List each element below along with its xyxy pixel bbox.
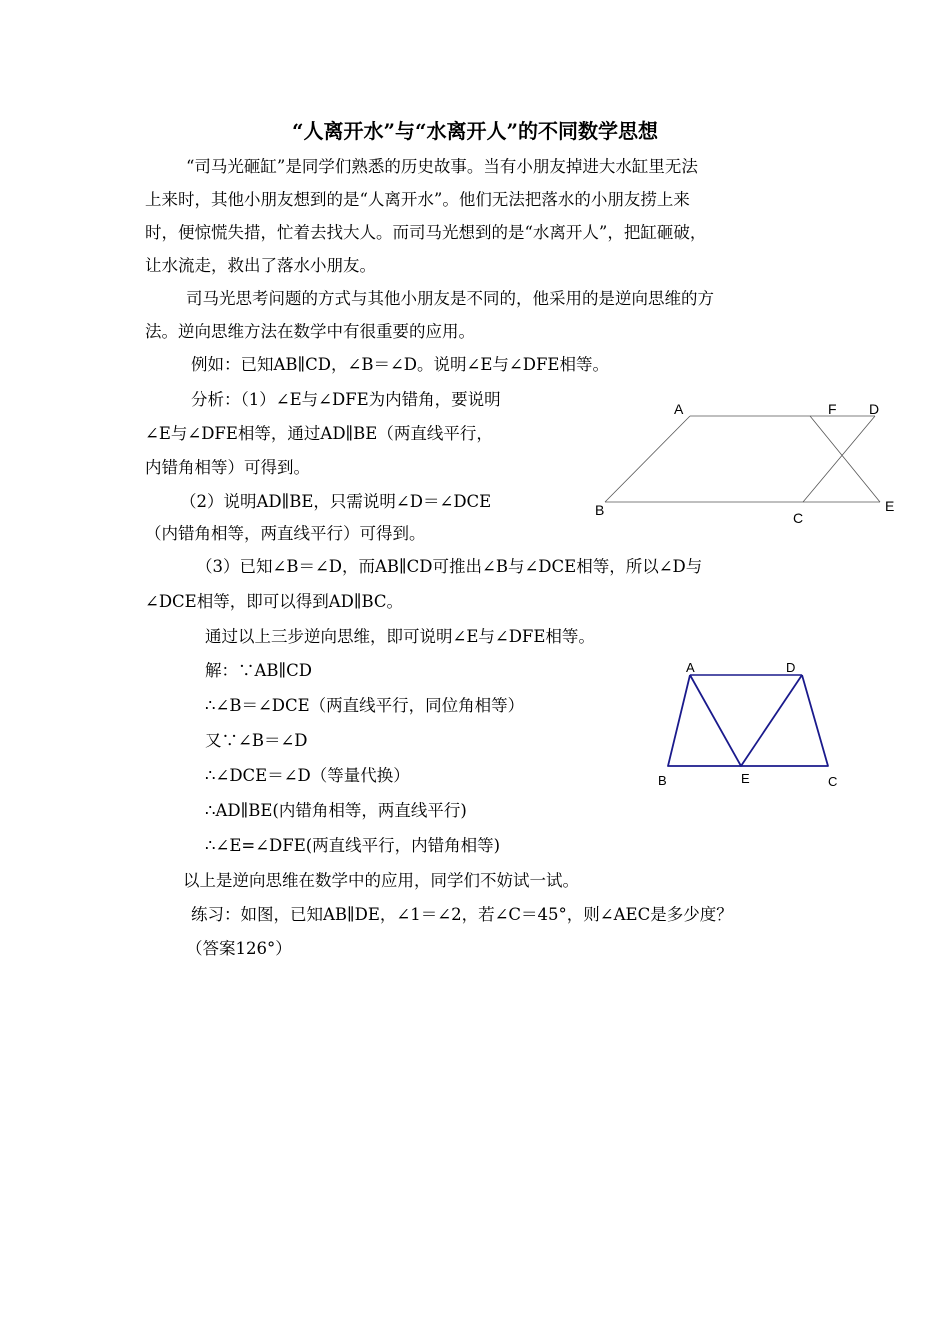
solution-step-6: ∴∠E=∠DFE(两直线平行，内错角相等) [205, 836, 501, 855]
figure-1-line-ab [605, 416, 690, 502]
analysis-1-line-2: ∠E与∠DFE相等，通过AD∥BE（两直线平行， [145, 424, 493, 443]
figure-2-label-b: B [658, 773, 667, 788]
analysis-2-line-2: （内错角相等，两直线平行）可得到。 [145, 524, 426, 543]
paragraph-2-line-1: 司马光思考问题的方式与其他小朋友是不同的，他采用的是逆向思维的方 [186, 289, 714, 308]
exercise-statement: 练习：如图，已知AB∥DE，∠1＝∠2，若∠C＝45°，则∠AEC是多少度？ [191, 905, 733, 924]
figure-1-label-a: A [674, 401, 684, 417]
figure-1-label-c: C [793, 510, 804, 526]
paragraph-1-line-2: 上来时，其他小朋友想到的是“人离开水”。他们无法把落水的小朋友捞上来 [145, 190, 690, 209]
figure-2-label-a: A [686, 660, 695, 675]
figure-1-diagram [590, 398, 910, 528]
figure-1-label-b: B [595, 502, 605, 518]
example-statement: 例如：已知AB∥CD，∠B＝∠D。说明∠E与∠DFE相等。 [191, 355, 609, 374]
exercise-answer: （答案126°） [186, 939, 292, 958]
paragraph-2-line-2: 法。逆向思维方法在数学中有很重要的应用。 [145, 322, 475, 341]
solution-step-2: ∴∠B＝∠DCE（两直线平行，同位角相等） [205, 696, 525, 715]
figure-1-label-f: F [828, 401, 837, 417]
conclusion-statement: 以上是逆向思维在数学中的应用，同学们不妨试一试。 [183, 871, 579, 890]
analysis-1-line-1: 分析：（1）∠E与∠DFE为内错角，要说明 [191, 390, 501, 409]
paragraph-1-line-3: 时，便惊慌失措，忙着去找大人。而司马光想到的是“水离开人”，把缸砸破， [145, 223, 707, 242]
page-title: “人离开水”与“水离开人”的不同数学思想 [291, 119, 658, 143]
solution-step-4: ∴∠DCE＝∠D（等量代换） [205, 766, 410, 785]
solution-step-1: 解：∵AB∥CD [205, 661, 313, 680]
analysis-3-line-1: （3）已知∠B＝∠D，而AB∥CD可推出∠B与∠DCE相等，所以∠D与 [196, 557, 703, 576]
paragraph-1-line-1: “司马光砸缸”是同学们熟悉的历史故事。当有小朋友掉进大水缸里无法 [186, 157, 698, 176]
figure-1-line-dc [803, 416, 875, 502]
figure-2-label-e: E [741, 771, 750, 786]
figure-2-label-d: D [786, 660, 796, 675]
summary-statement: 通过以上三步逆向思维，即可说明∠E与∠DFE相等。 [205, 627, 595, 646]
analysis-1-line-3: 内错角相等）可得到。 [145, 458, 310, 477]
solution-step-5: ∴AD∥BE(内错角相等，两直线平行) [205, 801, 467, 820]
figure-2-diagram [650, 655, 850, 795]
analysis-2-line-1: （2）说明AD∥BE，只需说明∠D＝∠DCE [180, 492, 492, 511]
analysis-3-line-2: ∠DCE相等，即可以得到AD∥BC。 [145, 592, 404, 611]
figure-2-label-c: C [828, 774, 838, 789]
paragraph-1-line-4: 让水流走，救出了落水小朋友。 [145, 256, 376, 275]
figure-2-line-aed [690, 675, 802, 766]
solution-step-3: 又∵∠B＝∠D [205, 731, 308, 750]
figure-2-trapezoid [668, 675, 828, 766]
figure-1-line-fe [810, 416, 880, 502]
figure-1-label-d: D [869, 401, 880, 417]
figure-1-label-e: E [885, 498, 895, 514]
